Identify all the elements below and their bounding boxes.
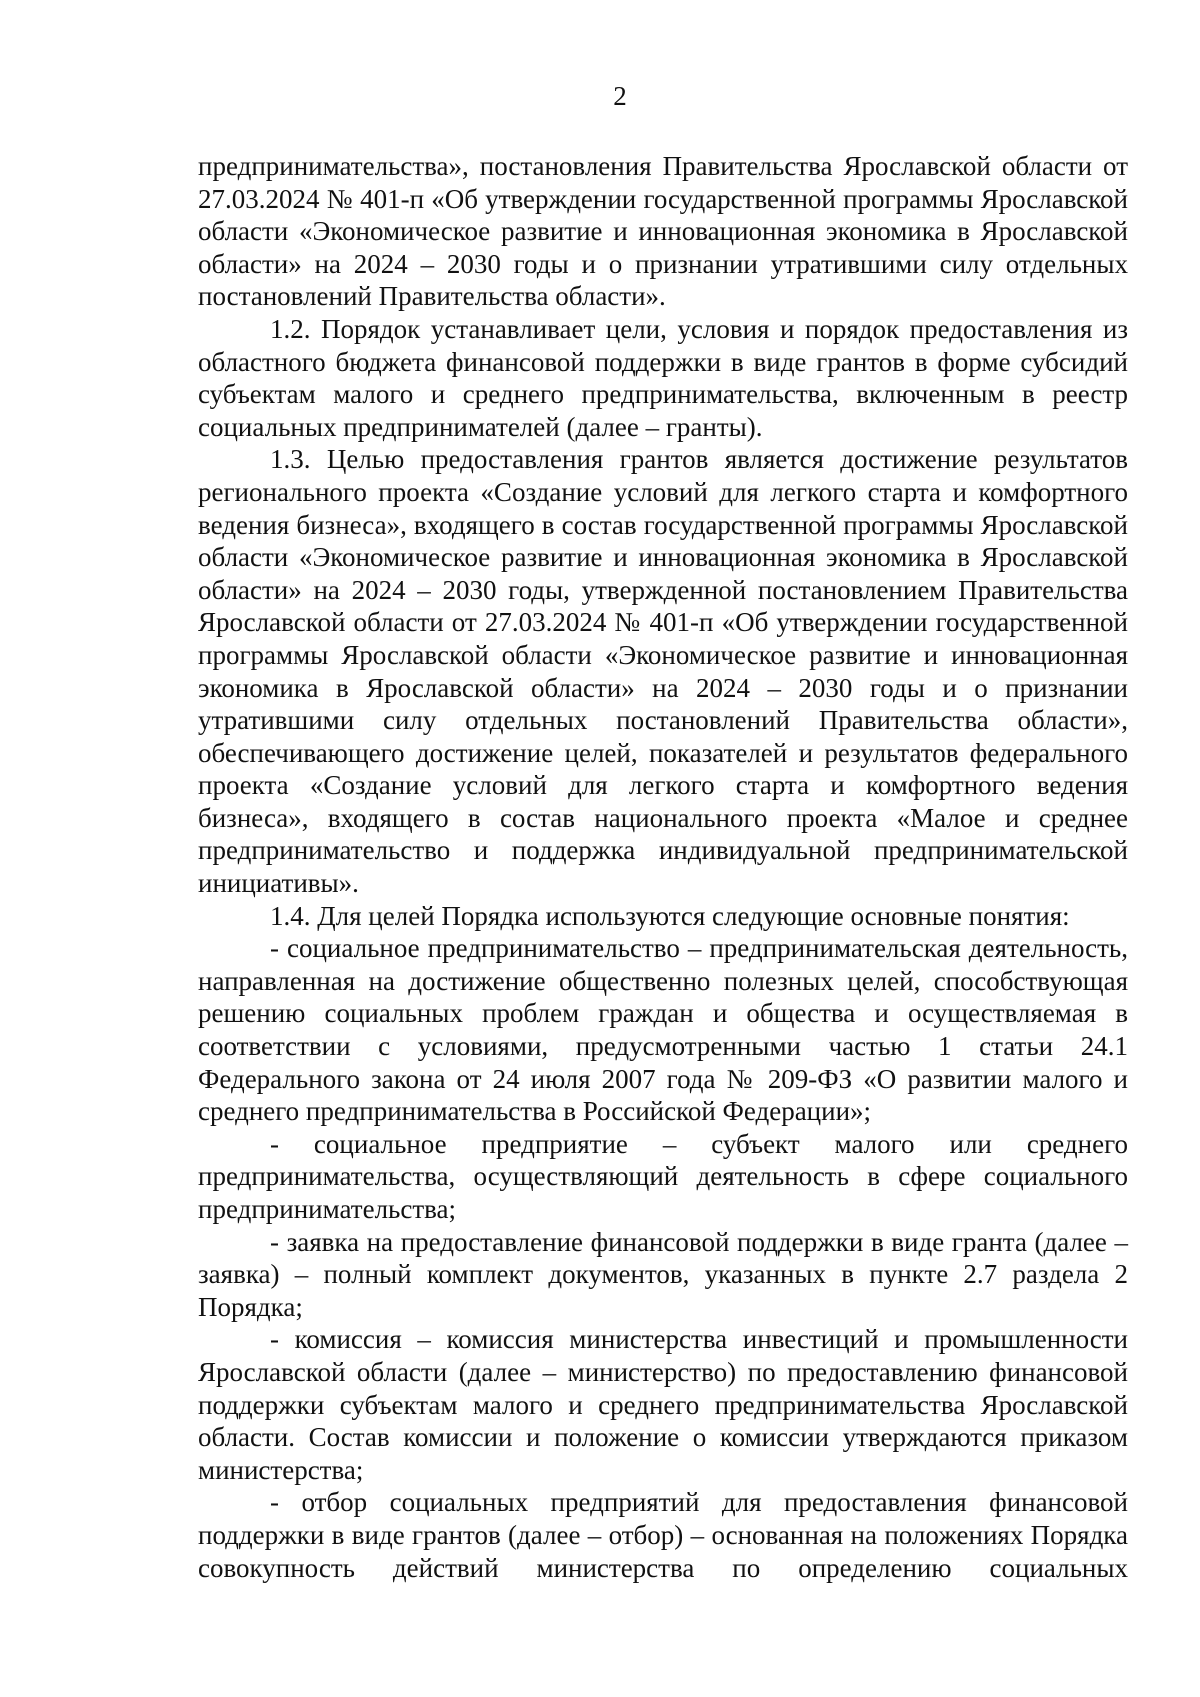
definition-commission: - комиссия – комиссия министерства инвестиций и промышленности Ярославской области (далее – министерство) по предоставлению финансовой поддержки субъектам малого и среднего предпринимательства Ярославской области. Состав комиссии и положение о комиссии утверждаются приказом министерства; — [198, 1324, 1128, 1485]
document-body — [198, 150, 1128, 1584]
paragraph-clause-1-3: 1.3. Целью предоставления грантов является достижение результатов регионального проекта «Создание условий для легкого старта и комфортного ведения бизнеса», входящего в состав государственной программы Ярославской области «Экономическое развитие и инновационная экономика в Ярославской области» на 2024 – 2030 годы, утвержденной постановлением Правительства Ярославской области от 27.03.2024 № 401-п «Об утверждении государственной программы Ярославской области «Экономическое развитие и инновационная экономика в Ярославской области» на 2024 – 2030 годы и о признании утратившими силу отдельных постановлений Правительства области», обеспечивающего достижение целей, показателей и результатов федерального проекта «Создание условий для легкого старта и комфортного ведения бизнеса», входящего в состав национального проекта «Малое и среднее предпринимательство и поддержка индивидуальной предпринимательской инициативы». — [198, 444, 1128, 899]
paragraph-clause-1-4: 1.4. Для целей Порядка используются следующие основные понятия: — [270, 900, 1070, 931]
paragraph-intro-continuation: предпринимательства», постановления Правительства Ярославской области от 27.03.2024 № 401-п «Об утверждении государственной программы Ярославской области «Экономическое развитие и инновационная экономика в Ярославской области» на 2024 – 2030 годы и о признании утратившими силу отдельных постановлений Правительства области». — [198, 151, 1128, 312]
page-number: 2 — [613, 81, 627, 111]
definition-social-entrepreneurship: - социальное предпринимательство – предпринимательская деятельность, направленная на достижение общественно полезных целей, способствующая решению социальных проблем граждан и общества и осуществляемая в соответствии с условиями, предусмотренными частью 1 статьи 24.1 Федерального закона от 24 июля 2007 года № 209-ФЗ «О развитии малого и среднего предпринимательства в Российской Федерации»; — [198, 933, 1128, 1127]
definition-application: - заявка на предоставление финансовой поддержки в виде гранта (далее – заявка) – полный комплект документов, указанных в пункте 2.7 раздела 2 Порядка; — [198, 1226, 1128, 1322]
paragraph-clause-1-2: 1.2. Порядок устанавливает цели, условия и порядок предоставления из областного бюджета финансовой поддержки в виде грантов в форме субсидий субъектам малого и среднего предпринимательства, включенным в реестр социальных предпринимателей (далее – гранты). — [198, 313, 1128, 442]
definition-selection: - отбор социальных предприятий для предоставления финансовой поддержки в виде грантов (далее – отбор) – основанная на положениях Порядка совокупность действий министерства по определению социальных — [198, 1487, 1128, 1583]
definition-social-enterprise: - социальное предприятие – субъект малого или среднего предпринимательства, осуществляющий деятельность в сфере социального предпринимательства; — [198, 1128, 1128, 1224]
